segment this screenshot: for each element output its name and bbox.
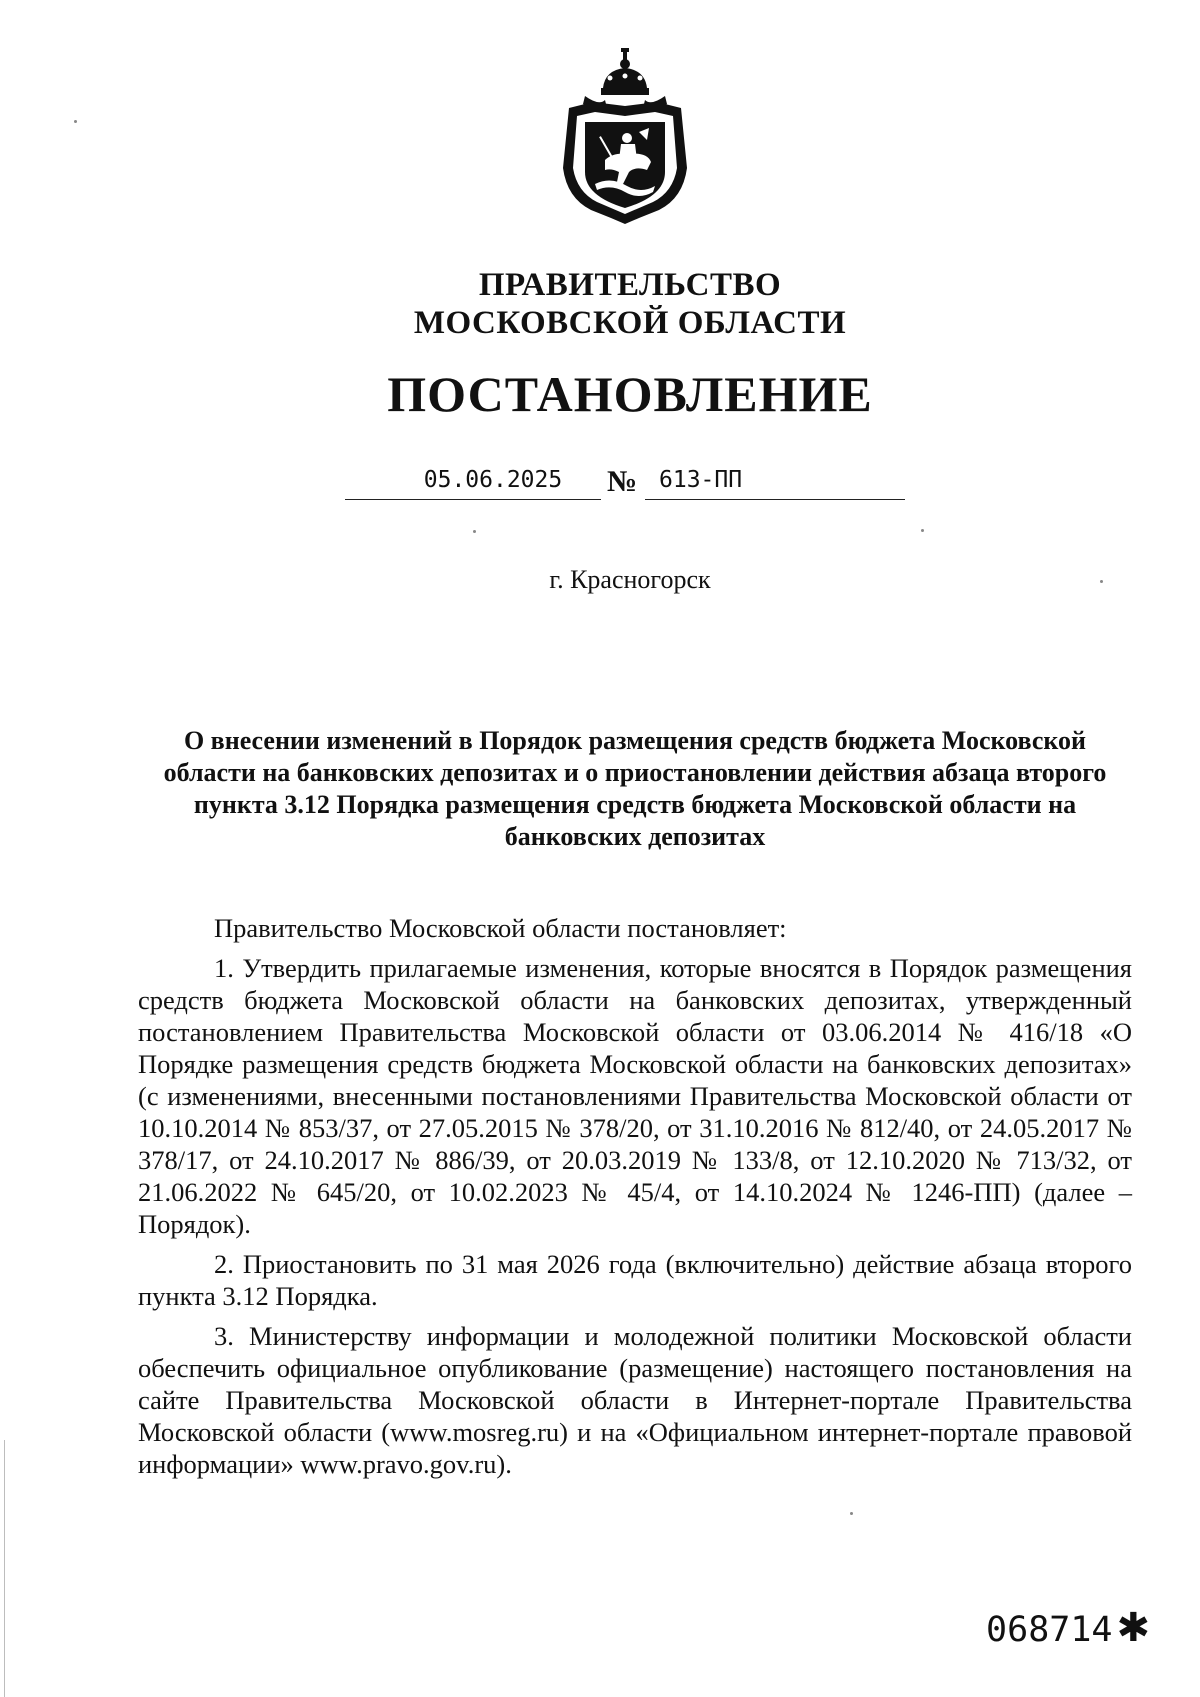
government-name-line1: ПРАВИТЕЛЬСТВО — [478, 267, 782, 303]
document-date: 05.06.2025 — [345, 463, 601, 500]
government-name — [300, 266, 960, 342]
asterisk-mark-icon: ✱ — [1116, 1605, 1150, 1651]
serial-number-stamp — [970, 1605, 1150, 1651]
scan-speck — [850, 1512, 853, 1515]
number-sign: № — [607, 465, 638, 498]
scan-speck — [921, 529, 924, 532]
document-number: 613-ПП — [645, 463, 905, 500]
body-preamble: Правительство Московской области постановляет: — [214, 913, 787, 943]
body-item-1: 1. Утвердить прилагаемые изменения, которые вносятся в Порядок размещения средств бюджета Московской области на банковских депозитах, утвержденный постановлением Правительства Московской области от 03.06.2014 № 416/18 «О Порядке размещения средств бюджета Московской области на банковских депозитах» (с изменениями, внесенными постановлениями Правительства Московской области от 10.10.2014 № 853/37, от 27.05.2015 № 378/20, от 31.10.2016 № 812/40, от 24.05.2017 № 378/17, от 24.10.2017 № 886/39, от 20.03.2019 № 133/8, от 12.10.2020 № 713/32, от 21.06.2022 № 645/20, от 10.02.2023 № 45/4, от 14.10.2024 № 1246-ПП) (далее – Порядок). — [138, 953, 1132, 1239]
body-item-3: 3. Министерству информации и молодежной политики Московской области обеспечить официальное опубликование (размещение) настоящего постановления на сайте Правительства Московской области в Интернет-портале Правительства Московской области (www.mosreg.ru) и на «Официальном интернет-портале правовой информации» www.pravo.gov.ru). — [138, 1321, 1132, 1479]
scan-speck — [74, 120, 77, 123]
city-name: г. Красногорск — [549, 565, 711, 594]
document-subject: О внесении изменений в Порядок размещения средств бюджета Московской области на банковских депозитах и о приостановлении действия абзаца второго пункта 3.12 Порядка размещения средств бюджета Московской области на банковских депозитах — [163, 726, 1107, 851]
body-item-2: 2. Приостановить по 31 мая 2026 года (включительно) действие абзаца второго пункта 3.12 Порядка. — [138, 1249, 1132, 1311]
scan-speck — [473, 530, 476, 533]
government-name-line2: МОСКОВСКОЙ ОБЛАСТИ — [413, 305, 847, 341]
registration-line — [345, 463, 905, 503]
document-body — [138, 912, 1132, 1480]
scan-edge-line — [4, 1440, 5, 1697]
scan-speck — [1100, 580, 1103, 583]
moscow-oblast-coat-of-arms-icon — [555, 48, 695, 224]
document-type-title: ПОСТАНОВЛЕНИЕ — [387, 366, 873, 422]
serial-number: 068714 — [986, 1610, 1113, 1650]
